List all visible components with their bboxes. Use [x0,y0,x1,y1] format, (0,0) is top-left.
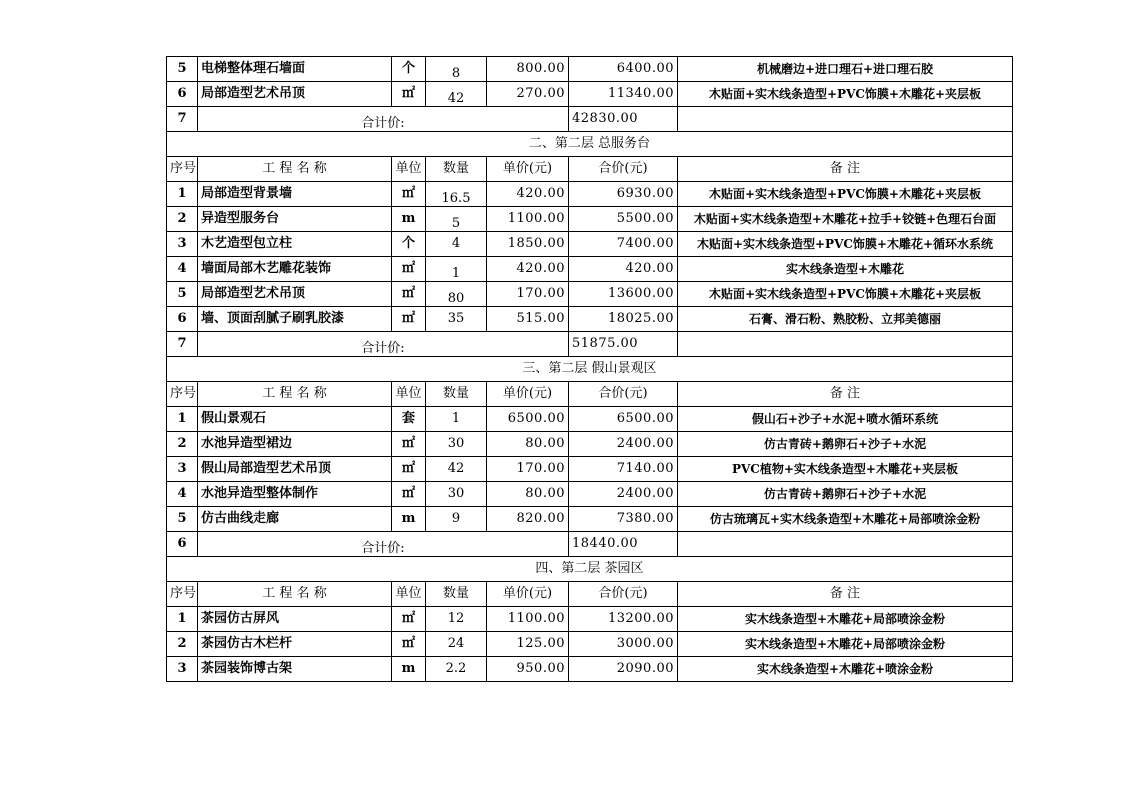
row-unit: ㎡ [392,482,426,507]
row-quantity: 4 [426,232,487,257]
row-total-price: 6400.00 [569,57,678,82]
row-item-name: 仿古曲线走廊 [198,507,392,532]
row-total-price: 7380.00 [569,507,678,532]
table-row [167,507,1013,532]
table-row [167,257,1013,282]
header-unit: 单位 [392,382,426,407]
row-item-name: 局部造型背景墙 [198,182,392,207]
row-seq-number: 5 [167,507,198,532]
header-unit-price: 单价(元) [487,582,569,607]
row-total-price: 7400.00 [569,232,678,257]
subtotal-seq-number: 7 [167,107,198,132]
row-seq-number: 4 [167,482,198,507]
row-total-price: 3000.00 [569,632,678,657]
row-unit-price: 1100.00 [487,607,569,632]
row-remark: 实木线条造型+木雕花+喷涂金粉 [678,657,1013,682]
row-unit: ㎡ [392,432,426,457]
row-remark: 实木线条造型+木雕花 [678,257,1013,282]
row-unit: ㎡ [392,282,426,307]
row-total-price: 13200.00 [569,607,678,632]
row-total-price: 6500.00 [569,407,678,432]
header-qty: 数量 [426,382,487,407]
row-total-price: 6930.00 [569,182,678,207]
subtotal-remark-empty [678,107,1013,132]
subtotal-row [167,107,1013,132]
subtotal-remark-empty [678,532,1013,557]
row-quantity: 42 [426,82,487,107]
table-row [167,432,1013,457]
header-unit: 单位 [392,582,426,607]
header-remark: 备 注 [678,157,1013,182]
subtotal-value: 18440.00 [569,532,678,557]
row-seq-number: 1 [167,182,198,207]
section-title-row [167,357,1013,382]
row-unit: ㎡ [392,182,426,207]
row-quantity: 5 [426,207,487,232]
row-total-price: 2400.00 [569,482,678,507]
row-remark: 石膏、滑石粉、熟胶粉、立邦美德丽 [678,307,1013,332]
row-total-price: 18025.00 [569,307,678,332]
row-remark: PVC植物+实木线条造型+木雕花+夹层板 [678,457,1013,482]
row-unit-price: 270.00 [487,82,569,107]
row-remark: 木贴面+实木线条造型+PVC饰膜+木雕花+夹层板 [678,182,1013,207]
header-unit-price: 单价(元) [487,157,569,182]
row-item-name: 局部造型艺术吊顶 [198,282,392,307]
header-name: 工 程 名 称 [198,157,392,182]
row-unit: ㎡ [392,457,426,482]
table-row [167,407,1013,432]
row-seq-number: 5 [167,57,198,82]
row-quantity: 30 [426,432,487,457]
row-seq-number: 6 [167,82,198,107]
row-unit-price: 820.00 [487,507,569,532]
header-qty: 数量 [426,582,487,607]
row-item-name: 异造型服务台 [198,207,392,232]
header-seq: 序号 [167,582,198,607]
row-seq-number: 5 [167,282,198,307]
header-remark: 备 注 [678,582,1013,607]
header-unit-price: 单价(元) [487,382,569,407]
row-unit-price: 515.00 [487,307,569,332]
row-unit-price: 125.00 [487,632,569,657]
row-unit: 个 [392,57,426,82]
row-remark: 实木线条造型+木雕花+局部喷涂金粉 [678,632,1013,657]
column-header-row [167,582,1013,607]
row-remark: 仿古青砖+鹅卵石+沙子+水泥 [678,482,1013,507]
quotation-table-body [167,57,1013,682]
subtotal-label: 合计价: [198,332,569,357]
row-total-price: 420.00 [569,257,678,282]
row-unit: m [392,507,426,532]
subtotal-remark-empty [678,332,1013,357]
subtotal-value: 42830.00 [569,107,678,132]
row-unit-price: 170.00 [487,457,569,482]
row-quantity: 9 [426,507,487,532]
row-item-name: 假山局部造型艺术吊顶 [198,457,392,482]
row-unit: ㎡ [392,257,426,282]
row-unit-price: 80.00 [487,482,569,507]
quotation-table [166,56,1013,682]
row-quantity: 12 [426,607,487,632]
row-remark: 木贴面+实木线条造型+PVC饰膜+木雕花+夹层板 [678,82,1013,107]
row-total-price: 7140.00 [569,457,678,482]
row-unit-price: 1100.00 [487,207,569,232]
row-item-name: 茶园装饰博古架 [198,657,392,682]
table-row [167,57,1013,82]
row-total-price: 2400.00 [569,432,678,457]
row-item-name: 茶园仿古屏风 [198,607,392,632]
table-row [167,482,1013,507]
row-remark: 仿古琉璃瓦+实木线条造型+木雕花+局部喷涂金粉 [678,507,1013,532]
header-seq: 序号 [167,157,198,182]
row-remark: 木贴面+实木线条造型+PVC饰膜+木雕花+夹层板 [678,282,1013,307]
header-qty: 数量 [426,157,487,182]
row-quantity: 1 [426,257,487,282]
row-item-name: 水池异造型裙边 [198,432,392,457]
table-row [167,207,1013,232]
table-row [167,657,1013,682]
row-quantity: 16.5 [426,182,487,207]
row-total-price: 13600.00 [569,282,678,307]
row-unit-price: 800.00 [487,57,569,82]
row-unit: m [392,657,426,682]
section-title: 三、第二层 假山景观区 [167,357,1013,382]
row-unit-price: 6500.00 [487,407,569,432]
table-row [167,232,1013,257]
row-quantity: 2.2 [426,657,487,682]
row-quantity: 8 [426,57,487,82]
header-total: 合价(元) [569,157,678,182]
table-row [167,307,1013,332]
row-unit-price: 80.00 [487,432,569,457]
row-unit: ㎡ [392,307,426,332]
table-row [167,607,1013,632]
row-seq-number: 6 [167,307,198,332]
column-header-row [167,157,1013,182]
row-unit-price: 950.00 [487,657,569,682]
row-quantity: 30 [426,482,487,507]
header-seq: 序号 [167,382,198,407]
row-quantity: 80 [426,282,487,307]
table-row [167,182,1013,207]
row-item-name: 局部造型艺术吊顶 [198,82,392,107]
header-name: 工 程 名 称 [198,582,392,607]
row-seq-number: 2 [167,432,198,457]
table-row [167,82,1013,107]
header-name: 工 程 名 称 [198,382,392,407]
section-title: 二、第二层 总服务台 [167,132,1013,157]
header-unit: 单位 [392,157,426,182]
row-quantity: 24 [426,632,487,657]
row-unit-price: 170.00 [487,282,569,307]
header-total: 合价(元) [569,382,678,407]
row-seq-number: 1 [167,607,198,632]
row-item-name: 墙面局部木艺雕花装饰 [198,257,392,282]
row-unit: 套 [392,407,426,432]
row-unit-price: 1850.00 [487,232,569,257]
subtotal-label: 合计价: [198,532,569,557]
subtotal-value: 51875.00 [569,332,678,357]
row-seq-number: 2 [167,207,198,232]
row-remark: 木贴面+实木线条造型+PVC饰膜+木雕花+循环水系统 [678,232,1013,257]
row-total-price: 2090.00 [569,657,678,682]
section-title-row [167,132,1013,157]
row-total-price: 11340.00 [569,82,678,107]
subtotal-row [167,332,1013,357]
row-item-name: 茶园仿古木栏杆 [198,632,392,657]
row-unit: ㎡ [392,82,426,107]
table-row [167,282,1013,307]
row-remark: 假山石+沙子+水泥+喷水循环系统 [678,407,1013,432]
column-header-row [167,382,1013,407]
row-unit-price: 420.00 [487,182,569,207]
section-title-row [167,557,1013,582]
row-seq-number: 2 [167,632,198,657]
row-seq-number: 3 [167,457,198,482]
row-item-name: 墙、顶面刮腻子刷乳胶漆 [198,307,392,332]
row-seq-number: 3 [167,657,198,682]
row-item-name: 电梯整体理石墙面 [198,57,392,82]
row-unit-price: 420.00 [487,257,569,282]
row-remark: 实木线条造型+木雕花+局部喷涂金粉 [678,607,1013,632]
row-remark: 木贴面+实木线条造型+木雕花+拉手+铰链+色理石台面 [678,207,1013,232]
row-quantity: 42 [426,457,487,482]
row-seq-number: 1 [167,407,198,432]
row-remark: 仿古青砖+鹅卵石+沙子+水泥 [678,432,1013,457]
row-item-name: 水池异造型整体制作 [198,482,392,507]
row-quantity: 35 [426,307,487,332]
header-remark: 备 注 [678,382,1013,407]
row-item-name: 假山景观石 [198,407,392,432]
row-total-price: 5500.00 [569,207,678,232]
table-row [167,632,1013,657]
row-seq-number: 3 [167,232,198,257]
subtotal-row [167,532,1013,557]
subtotal-label: 合计价: [198,107,569,132]
row-item-name: 木艺造型包立柱 [198,232,392,257]
row-seq-number: 4 [167,257,198,282]
subtotal-seq-number: 6 [167,532,198,557]
row-unit: ㎡ [392,607,426,632]
row-unit: m [392,207,426,232]
row-unit: ㎡ [392,632,426,657]
subtotal-seq-number: 7 [167,332,198,357]
table-row [167,457,1013,482]
row-quantity: 1 [426,407,487,432]
header-total: 合价(元) [569,582,678,607]
row-unit: 个 [392,232,426,257]
row-remark: 机械磨边+进口理石+进口理石胶 [678,57,1013,82]
section-title: 四、第二层 茶园区 [167,557,1013,582]
